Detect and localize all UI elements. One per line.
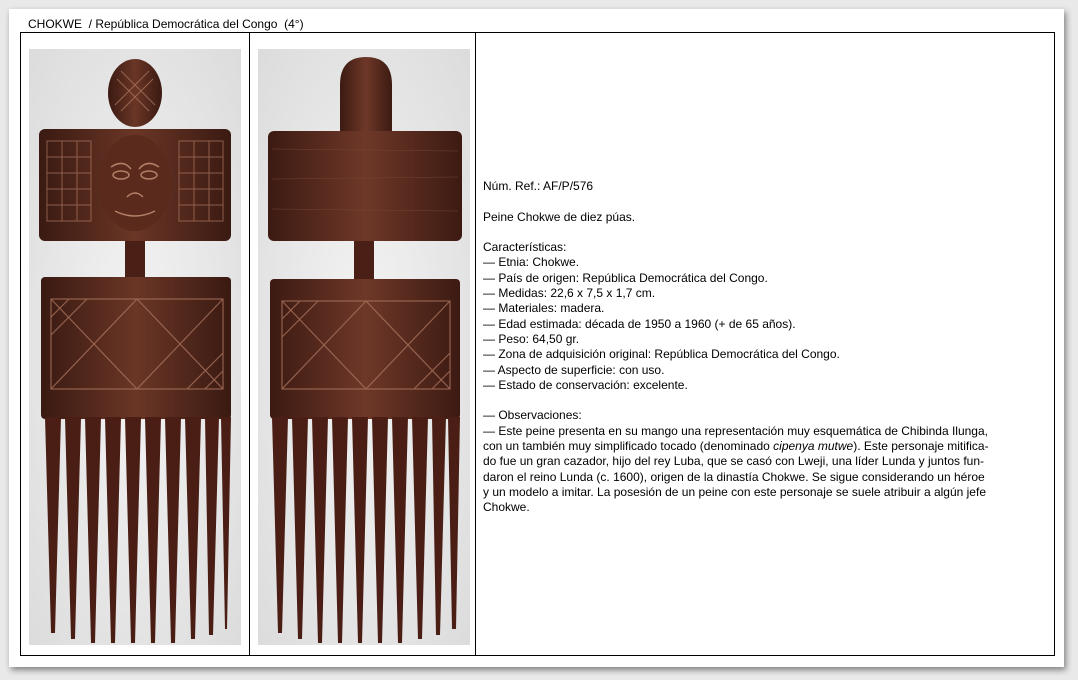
- comb-back-photo: [258, 49, 470, 645]
- characteristic-item: — Peso: 64,50 gr.: [483, 331, 580, 346]
- record-table: [20, 32, 1055, 656]
- characteristics-title: Características:: [483, 240, 567, 255]
- characteristic-item: — Etnia: Chokwe.: [483, 255, 580, 270]
- characteristic-item: — Estado de conservación: excelente.: [483, 377, 688, 392]
- observations-text: ). Este personaje mitifica-: [853, 439, 989, 454]
- observations-line: daron el reino Lunda (c. 1600), origen de la dinastía Chokwe. Se sigue considerando un héroe: [483, 469, 985, 484]
- column-divider: [475, 33, 476, 655]
- reference-number: Núm. Ref.: AF/P/576: [483, 179, 594, 193]
- observations-line: — Este peine presenta en su mango una representación muy esquemática de Chibinda Ilunga,: [483, 423, 988, 438]
- observations-title: — Observaciones:: [483, 408, 582, 423]
- observations-line: do fue un gran cazador, hijo del rey Luba, que se casó con Lweji, una líder Lunda y juntos fun-: [483, 454, 984, 469]
- characteristic-item: — Aspecto de superficie: con uso.: [483, 362, 665, 377]
- characteristic-item: — Medidas: 22,6 x 7,5 x 1,7 cm.: [483, 286, 656, 301]
- document-sheet: [9, 9, 1064, 667]
- observations-line: [483, 439, 1053, 454]
- characteristic-item: — Materiales: madera.: [483, 301, 605, 316]
- observations-text: con un también muy simplificado tocado (denominado: [483, 439, 774, 454]
- italic-term: cipenya mutwe: [773, 439, 854, 454]
- characteristic-item: — País de origen: República Democrática del Congo.: [483, 270, 768, 285]
- back-photo-cell: [250, 33, 475, 655]
- characteristic-item: — Edad estimada: década de 1950 a 1960 (+ de 65 años).: [483, 316, 796, 331]
- front-photo-cell: [21, 33, 249, 655]
- document-header: CHOKWE / República Democrática del Congo (4°): [28, 17, 304, 31]
- comb-front-photo: [29, 49, 241, 645]
- observations-line: y un modelo a imitar. La posesión de un peine con este personaje se suele atribuir a algún jefe: [483, 484, 986, 499]
- characteristic-item: — Zona de adquisición original: República Democrática del Congo.: [483, 347, 840, 362]
- observations-line: Chokwe.: [483, 500, 530, 515]
- item-description: Peine Chokwe de diez púas.: [483, 209, 636, 224]
- description-text: [483, 179, 1053, 516]
